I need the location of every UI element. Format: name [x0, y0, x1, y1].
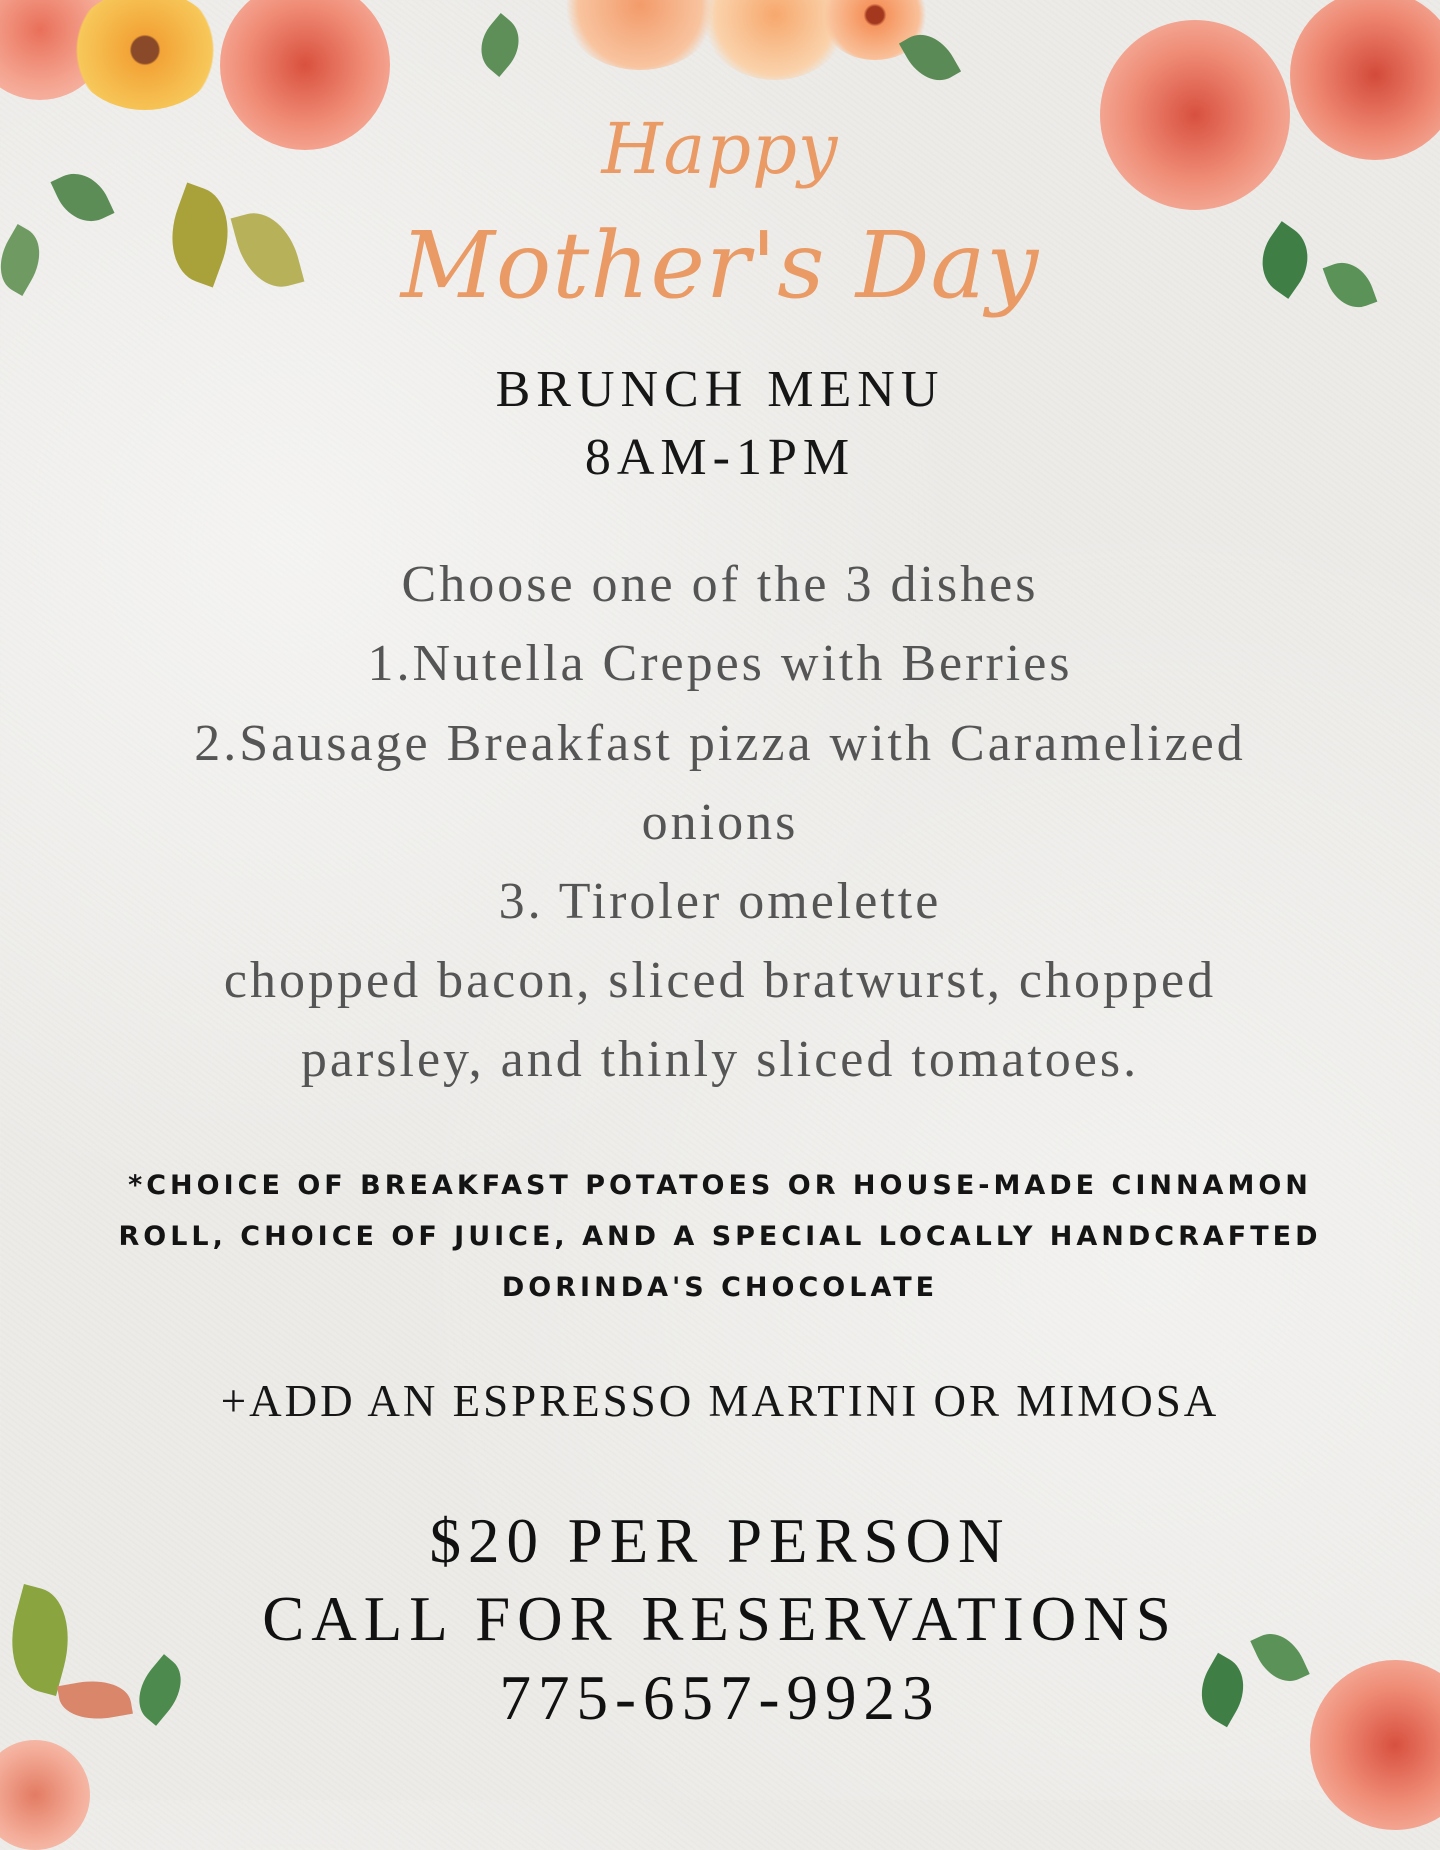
addon-offer: +ADD AN ESPRESSO MARTINI OR MIMOSA — [220, 1376, 1220, 1426]
menu-line: onions — [641, 794, 799, 851]
menu-line: chopped bacon, sliced bratwurst, chopped — [223, 952, 1217, 1009]
menu-heading: BRUNCH MENU — [495, 361, 945, 418]
menu-line: 2.Sausage Breakfast pizza with Caramelized — [194, 715, 1246, 772]
rose-icon — [0, 1740, 90, 1850]
menu-line: 1.Nutella Crepes with Berries — [367, 635, 1073, 692]
sides-note-line: *CHOICE OF BREAKFAST POTATOES OR HOUSE-MADE CINNAMON — [128, 1170, 1312, 1201]
phone-number: 775-657-9923 — [499, 1663, 941, 1733]
script-title-line2: Mother's Day — [400, 212, 1040, 319]
script-title-line1: Happy — [601, 108, 839, 190]
sides-note — [60, 1160, 1380, 1313]
menu-intro: Choose one of the 3 dishes — [401, 556, 1039, 613]
sides-note-line: DORINDA'S CHOCOLATE — [501, 1272, 939, 1303]
menu-hours: 8AM-1PM — [584, 429, 856, 486]
flower-icon — [560, 0, 720, 70]
menu-line: parsley, and thinly sliced tomatoes. — [300, 1031, 1140, 1088]
leaf-icon — [469, 13, 532, 77]
sunflower-icon — [70, 0, 220, 110]
sides-note-line: ROLL, CHOICE OF JUICE, AND A SPECIAL LOCALLY HANDCRAFTED — [118, 1221, 1322, 1252]
menu-line: 3. Tiroler omelette — [498, 873, 942, 930]
reservations-text: CALL FOR RESERVATIONS — [262, 1584, 1178, 1654]
price-text: $20 PER PERSON — [429, 1506, 1011, 1576]
